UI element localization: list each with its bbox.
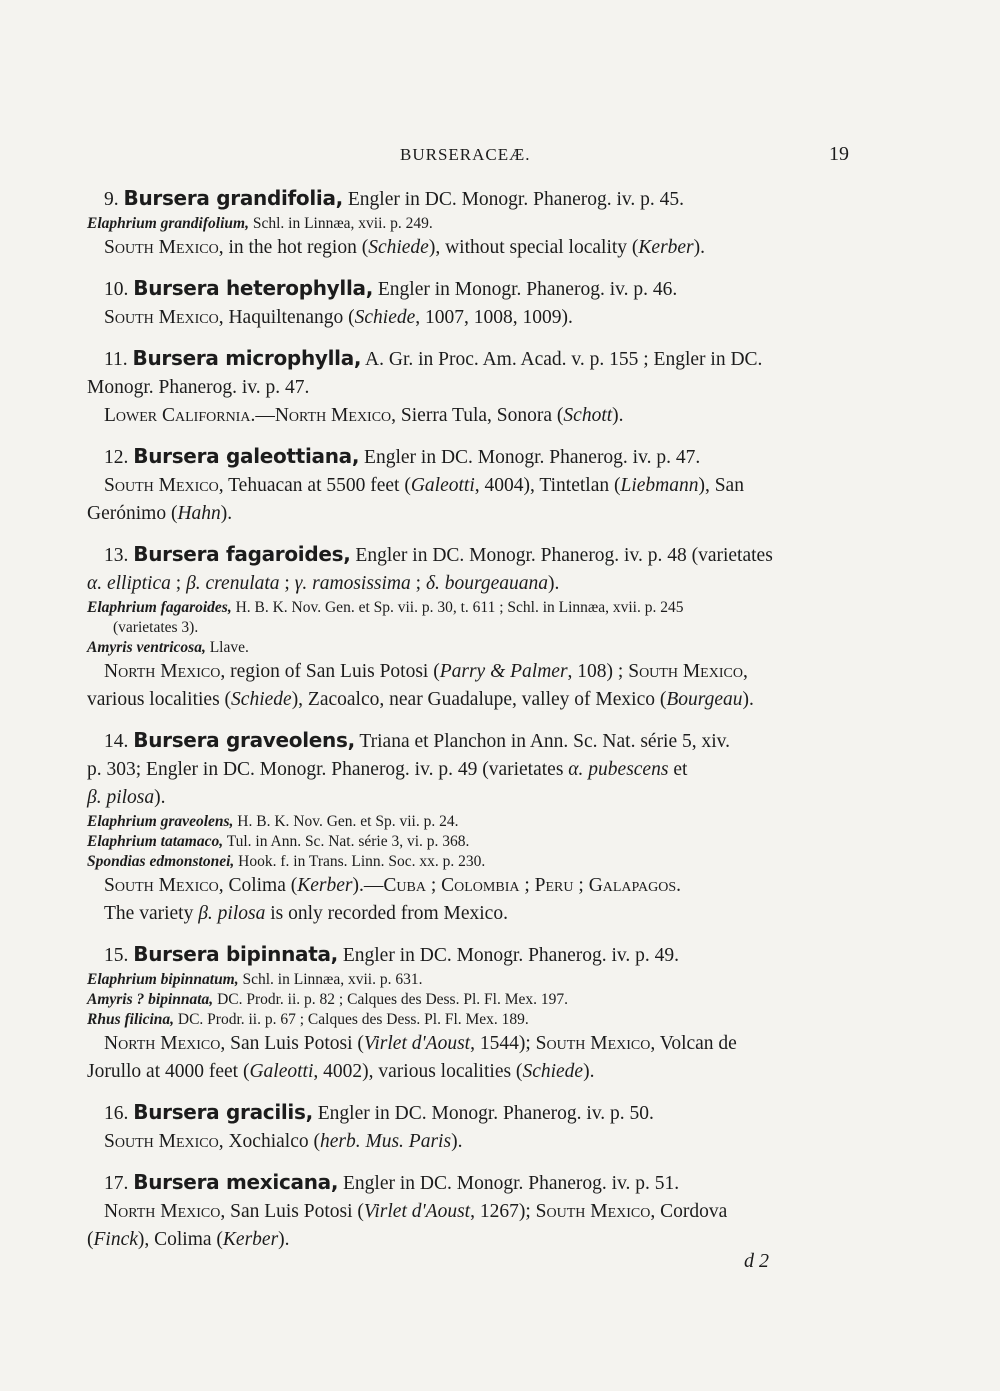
text-run: (: [87, 1229, 94, 1250]
synonym-line: [87, 1010, 855, 1030]
synonym-citation: Schl. in Linnæa, xvii. p. 631.: [238, 971, 423, 988]
citation-text: Engler in DC. Monogr. Phanerog. iv. p. 50.: [312, 1103, 654, 1124]
region-name: South Mexico: [104, 875, 219, 896]
text-run: ).: [451, 1131, 463, 1152]
citation-text: Engler in DC. Monogr. Phanerog. iv. p. 49.: [337, 945, 680, 966]
collector-or-variety: Kerber: [638, 237, 694, 258]
text-run: , 1267);: [470, 1201, 536, 1222]
species-number: 12.: [104, 447, 129, 468]
region-name: South Mexico: [104, 475, 219, 496]
species-number: 17.: [104, 1173, 129, 1194]
collector-or-variety: α. pubescens: [568, 759, 669, 780]
text-continuation: [87, 686, 855, 714]
locality-line: [87, 658, 855, 686]
locality-line: [87, 900, 855, 928]
collector-or-variety: Schiede: [368, 237, 429, 258]
synonym-name: Elaphrium graveolens,: [87, 813, 234, 830]
text-continuation: [87, 500, 855, 528]
collector-or-variety: β. pilosa: [198, 903, 266, 924]
citation-text: Engler in Monogr. Phanerog. iv. p. 46.: [373, 279, 678, 300]
text-run: , 4002), various localities (: [313, 1061, 523, 1082]
synonym-continuation: [87, 618, 855, 638]
species-entry: [87, 344, 855, 430]
collector-or-variety: Kerber: [222, 1229, 279, 1250]
region-name: Colombia: [441, 875, 520, 896]
synonym-name: Rhus filicina,: [87, 1011, 174, 1028]
text-run: ), Zacoalco, near Guadalupe, valley of Mexico (: [291, 689, 667, 710]
collector-or-variety: Virlet d'Aoust: [363, 1201, 471, 1222]
species-name: Bursera graveolens,: [133, 728, 355, 752]
species-heading-line: [87, 940, 855, 970]
text-run: , 1544);: [470, 1033, 536, 1054]
synonym-citation: DC. Prodr. ii. p. 82 ; Calques des Dess. Pl. Fl. Mex. 197.: [213, 991, 568, 1008]
locality-line: [87, 304, 855, 332]
species-name: Bursera gracilis,: [133, 1100, 313, 1124]
text-run: , Tehuacan at 5500 feet (: [218, 475, 411, 496]
synonym-line: [87, 214, 855, 234]
running-head: BURSERACEÆ.: [400, 145, 531, 164]
citation-text: Engler in DC. Monogr. Phanerog. iv. p. 51.: [338, 1173, 680, 1194]
species-number: 13.: [104, 545, 129, 566]
text-run: ).—: [352, 875, 384, 896]
synonym-name: Elaphrium tatamaco,: [87, 833, 224, 850]
text-continuation: [87, 756, 855, 784]
text-run: , San Luis Potosi (: [220, 1201, 364, 1222]
text-run: , Colima (: [218, 875, 298, 896]
text-run: various localities (: [87, 689, 232, 710]
text-run: ;: [170, 573, 187, 594]
region-name: North Mexico: [104, 661, 221, 682]
locality-line: [87, 472, 855, 500]
synonym-citation: H. B. K. Nov. Gen. et Sp. vii. p. 24.: [233, 813, 459, 830]
synonym-name: Elaphrium bipinnatum,: [87, 971, 239, 988]
collector-or-variety: Kerber: [297, 875, 353, 896]
text-run: ).: [548, 573, 560, 594]
page-number: 19: [829, 143, 849, 165]
citation-text: Monogr. Phanerog. iv. p. 47.: [87, 377, 310, 398]
species-entry: [87, 726, 855, 928]
text-run: ;: [425, 875, 442, 896]
synonym-citation: Hook. f. in Trans. Linn. Soc. xx. p. 230.: [234, 853, 486, 870]
species-name: Bursera mexicana,: [133, 1170, 339, 1194]
text-run: ;: [573, 875, 589, 896]
collector-or-variety: Liebmann: [620, 475, 699, 496]
text-run: ).: [220, 503, 233, 524]
text-run: , 4004), Tintetlan (: [474, 475, 621, 496]
text-run: ).: [693, 237, 706, 258]
text-run: et: [668, 759, 688, 780]
species-heading-line: [87, 344, 855, 374]
text-continuation: [87, 784, 855, 812]
text-run: ).: [612, 405, 624, 426]
locality-line: [87, 872, 855, 900]
text-run: ,: [742, 661, 748, 682]
species-heading-line: [87, 184, 855, 214]
text-run: , Haquiltenango (: [218, 307, 355, 328]
synonym-line: [87, 598, 855, 618]
species-entry: [87, 1098, 855, 1156]
text-run: , region of San Luis Potosi (: [220, 661, 440, 682]
collector-or-variety: herb. Mus. Paris: [319, 1131, 452, 1152]
collector-or-variety: β. crenulata: [186, 573, 280, 594]
region-name: Peru: [534, 875, 574, 896]
collector-or-variety: Schiede: [231, 689, 292, 710]
collector-or-variety: Virlet d'Aoust: [363, 1033, 471, 1054]
citation-text: Triana et Planchon in Ann. Sc. Nat. série 5, xiv.: [354, 731, 731, 752]
species-name: Bursera microphylla,: [132, 346, 362, 370]
citation-text: A. Gr. in Proc. Am. Acad. v. p. 155 ; Engler in DC.: [361, 349, 763, 370]
text-run: ), Colima (: [137, 1229, 223, 1250]
species-heading-line: [87, 1098, 855, 1128]
synonym-line: [87, 832, 855, 852]
text-run: , in the hot region (: [218, 237, 369, 258]
region-name: South Mexico: [535, 1201, 651, 1222]
text-run: , Cordova: [650, 1201, 728, 1222]
synonym-name: Spondias edmonstonei,: [87, 853, 235, 870]
species-entry: [87, 442, 855, 528]
text-run: ), without special locality (: [428, 237, 639, 258]
species-heading-line: [87, 442, 855, 472]
species-heading-line: [87, 1168, 855, 1198]
collector-or-variety: Galeotti: [410, 475, 475, 496]
text-run: is only recorded from Mexico.: [265, 903, 508, 924]
text-run: , Xochialco (: [218, 1131, 320, 1152]
collector-or-variety: α. elliptica: [87, 573, 171, 594]
synonym-citation: Schl. in Linnæa, xvii. p. 249.: [248, 215, 433, 232]
collector-or-variety: Parry & Palmer: [439, 661, 568, 682]
synonym-name: Amyris ? bipinnata,: [87, 991, 214, 1008]
text-run: ).: [742, 689, 754, 710]
species-heading-line: [87, 726, 855, 756]
synonym-citation: (varietates 3).: [113, 619, 199, 636]
species-entry: [87, 940, 855, 1086]
locality-line: [87, 1128, 855, 1156]
citation-text: Engler in DC. Monogr. Phanerog. iv. p. 48 (varietates: [350, 545, 773, 566]
species-name: Bursera galeottiana,: [133, 444, 360, 468]
species-number: 14.: [104, 731, 129, 752]
citation-continuation: [87, 374, 855, 402]
signature-mark: d 2: [744, 1250, 769, 1272]
species-number: 10.: [104, 279, 129, 300]
locality-line: [87, 1198, 855, 1226]
synonym-citation: H. B. K. Nov. Gen. et Sp. vii. p. 30, t. 611 ; Schl. in Linnæa, xvii. p. 245: [231, 599, 684, 616]
species-entry: [87, 184, 855, 262]
text-continuation: [87, 1058, 855, 1086]
text-run: Jorullo at 4000 feet (: [87, 1061, 250, 1082]
citation-text: Engler in DC. Monogr. Phanerog. iv. p. 45.: [342, 189, 685, 210]
text-run: , San Luis Potosi (: [220, 1033, 364, 1054]
text-run: , Volcan de: [650, 1033, 737, 1054]
synonym-name: Elaphrium fagaroides,: [87, 599, 232, 616]
region-name: South Mexico: [628, 661, 743, 682]
text-run: The variety: [104, 903, 199, 924]
text-run: .—: [250, 405, 275, 426]
text-run: p. 303; Engler in DC. Monogr. Phanerog. iv. p. 49 (varietates: [87, 759, 569, 780]
synonym-line: [87, 970, 855, 990]
synonym-line: [87, 852, 855, 872]
region-name: Cuba: [383, 875, 426, 896]
species-name: Bursera fagaroides,: [133, 542, 351, 566]
collector-or-variety: γ. ramosissima: [294, 573, 411, 594]
synonym-name: Amyris ventricosa,: [87, 639, 206, 656]
synonym-line: [87, 990, 855, 1010]
locality-line: [87, 402, 855, 430]
collector-or-variety: Schiede: [522, 1061, 584, 1082]
text-run: ;: [519, 875, 535, 896]
species-entry: [87, 540, 855, 714]
species-heading-line: [87, 274, 855, 304]
region-name: North Mexico: [104, 1033, 221, 1054]
collector-or-variety: Schiede: [354, 307, 416, 328]
region-name: North Mexico: [104, 1201, 221, 1222]
text-run: , Sierra Tula, Sonora (: [391, 405, 564, 426]
synonym-line: [87, 812, 855, 832]
species-number: 11.: [104, 349, 128, 370]
species-entry: [87, 274, 855, 332]
collector-or-variety: β. pilosa: [87, 787, 155, 808]
page-header: [0, 143, 1000, 173]
region-name: North Mexico: [274, 405, 392, 426]
species-number: 15.: [104, 945, 129, 966]
locality-line: [87, 234, 855, 262]
synonym-citation: Tul. in Ann. Sc. Nat. série 3, vi. p. 368.: [223, 833, 470, 850]
citation-text: Engler in DC. Monogr. Phanerog. iv. p. 47.: [359, 447, 701, 468]
text-run: ).: [583, 1061, 595, 1082]
collector-or-variety: Schott: [563, 405, 613, 426]
synonym-citation: DC. Prodr. ii. p. 67 ; Calques des Dess. Pl. Fl. Mex. 189.: [174, 1011, 529, 1028]
synonym-line: [87, 638, 855, 658]
species-list: [87, 184, 855, 1266]
species-name: Bursera heterophylla,: [133, 276, 374, 300]
collector-or-variety: Bourgeau: [666, 689, 743, 710]
collector-or-variety: Galeotti: [249, 1061, 314, 1082]
text-run: , 108) ;: [567, 661, 629, 682]
text-continuation: [87, 1226, 855, 1254]
region-name: South Mexico: [104, 1131, 219, 1152]
collector-or-variety: Hahn: [177, 503, 221, 524]
species-number: 9.: [104, 189, 119, 210]
text-run: ;: [279, 573, 295, 594]
species-name: Bursera grandifolia,: [123, 186, 343, 210]
text-run: ), San: [698, 475, 744, 496]
region-name: South Mexico: [104, 307, 219, 328]
text-continuation: [87, 570, 855, 598]
region-name: Lower California: [104, 405, 251, 426]
text-run: ;: [410, 573, 426, 594]
region-name: South Mexico: [535, 1033, 651, 1054]
species-entry: [87, 1168, 855, 1254]
synonym-citation: Llave.: [205, 639, 249, 656]
species-heading-line: [87, 540, 855, 570]
collector-or-variety: δ. bourgeauana: [425, 573, 549, 594]
text-run: , 1007, 1008, 1009).: [415, 307, 573, 328]
collector-or-variety: Finck: [93, 1229, 138, 1250]
region-name: South Mexico: [104, 237, 219, 258]
text-run: Gerónimo (: [87, 503, 178, 524]
text-run: .: [676, 875, 682, 896]
locality-line: [87, 1030, 855, 1058]
region-name: Galapagos: [588, 875, 677, 896]
text-run: ).: [154, 787, 166, 808]
synonym-name: Elaphrium grandifolium,: [87, 215, 249, 232]
text-run: ).: [278, 1229, 290, 1250]
species-number: 16.: [104, 1103, 129, 1124]
species-name: Bursera bipinnata,: [133, 942, 338, 966]
